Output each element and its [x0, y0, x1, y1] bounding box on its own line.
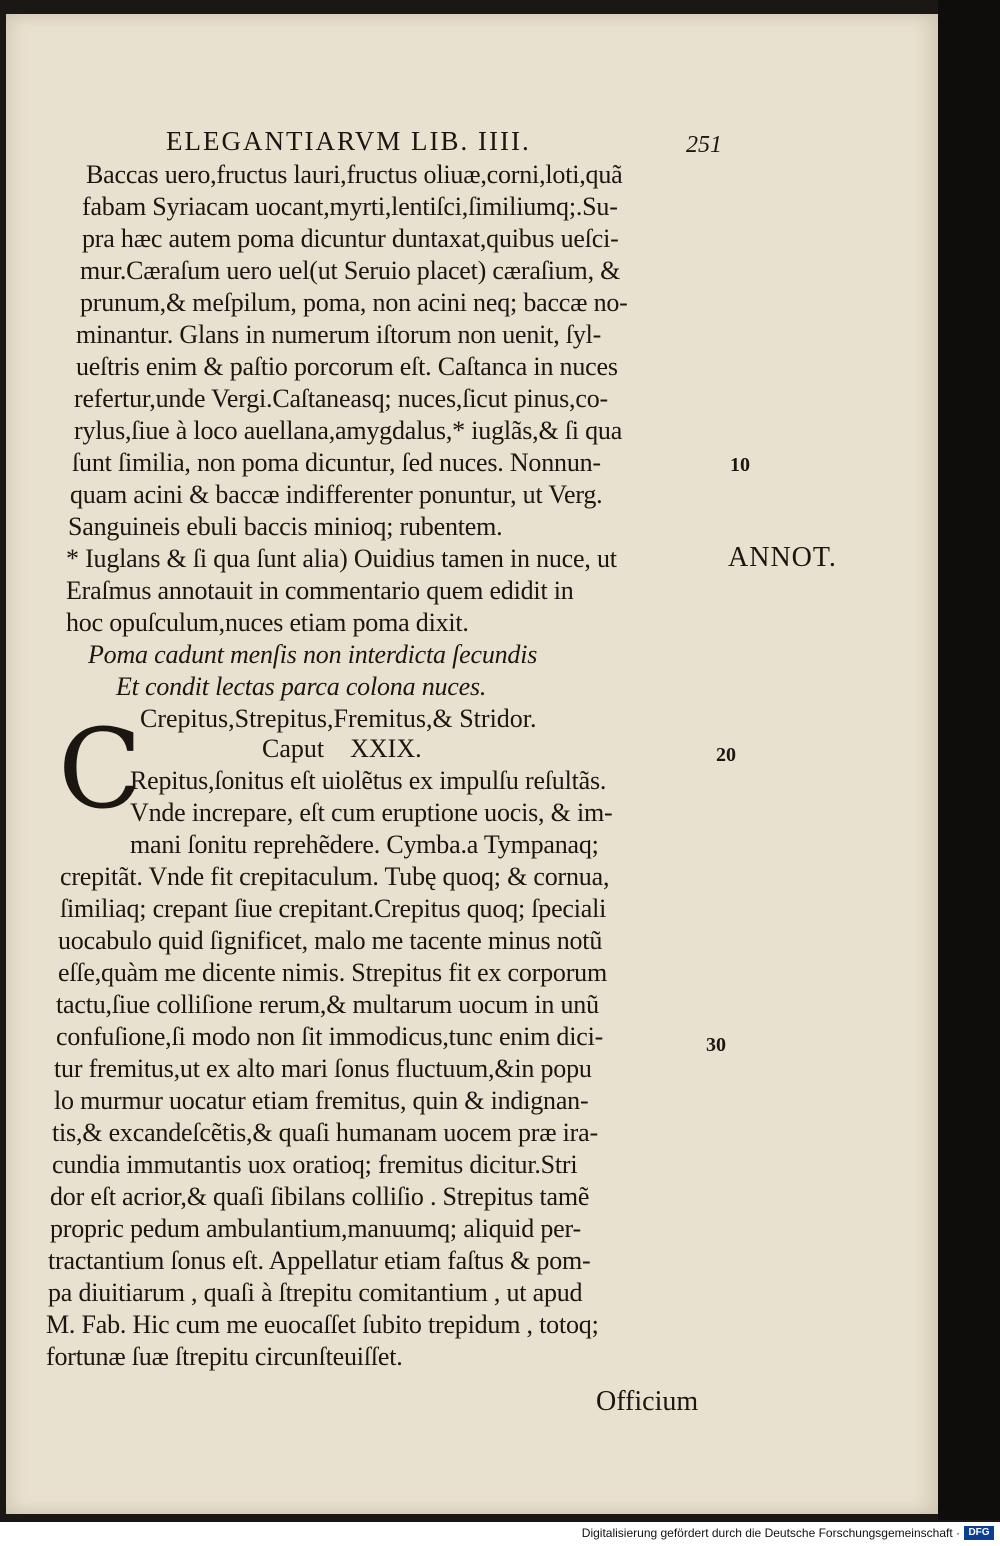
body-line: pra hæc autem poma dicuntur duntaxat,quibus ueſci- — [82, 224, 619, 253]
chapter-line: confuſione,ſi modo non ſit immodicus,tunc enim dici- — [56, 1022, 604, 1051]
chapter-line: tur fremitus,ut ex alto mari ſonus fluctuum,&in popu — [54, 1054, 592, 1083]
drop-capital: C — [58, 705, 143, 833]
margin-line-number: 30 — [706, 1034, 726, 1056]
dfg-logo: DFG — [964, 1526, 994, 1540]
chapter-line: dor eſt acrior,& quaſi ſibilans colliſio . Strepitus tamẽ — [50, 1182, 590, 1211]
annotation-line: hoc opuſculum,nuces etiam poma dixit. — [66, 608, 469, 637]
chapter-line: tactu,ſiue colliſione rerum,& multarum uocum in unũ — [56, 990, 599, 1019]
chapter-line: ſimiliaq; crepant ſiue crepitant.Crepitus quoq; ſpeciali — [60, 894, 607, 923]
chapter-line: tis,& excandeſcẽtis,& quaſi humanam uocem præ ira- — [52, 1118, 598, 1147]
page-text — [6, 14, 938, 1514]
chapter-title: Crepitus,Strepitus,Fremitus,& Stridor. — [140, 704, 537, 733]
body-line: ſunt ſimilia, non poma dicuntur, ſed nuces. Nonnun- — [72, 448, 601, 477]
body-line: ueſtris enim & paſtio porcorum eſt. Caſtanca in nuces — [76, 352, 618, 381]
scan-background-edge — [938, 0, 1000, 1520]
chapter-line: pa diuitiarum , quaſi à ſtrepitu comitantium , ut apud — [48, 1278, 583, 1307]
annotation-line: Eraſmus annotauit in commentario quem edidit in — [66, 576, 574, 605]
verse-line: Et condit lectas parca colona nuces. — [116, 672, 487, 701]
book-page — [6, 14, 938, 1514]
body-line: prunum,& meſpilum, poma, non acini neq; baccæ no- — [80, 288, 628, 317]
body-line: minantur. Glans in numerum iſtorum non uenit, ſyl- — [76, 320, 602, 349]
margin-line-number: 10 — [730, 454, 750, 476]
margin-annot: ANNOT. — [728, 542, 837, 573]
chapter-line: mani ſonitu reprehẽdere. Cymba.a Tympanaq; — [130, 830, 599, 859]
verse-line: Poma cadunt menſis non interdicta ſecundis — [88, 640, 538, 669]
chapter-line: uocabulo quid ſignificet, malo me tacente minus notũ — [58, 926, 603, 955]
chapter-line: propric pedum ambulantium,manuumq; aliquid per- — [50, 1214, 581, 1243]
margin-line-number: 20 — [716, 744, 736, 766]
chapter-line: lo murmur uocatur etiam fremitus, quin & indignan- — [54, 1086, 589, 1115]
body-line: refertur,unde Vergi.Caſtaneasq; nuces,ſicut pinus,co- — [74, 384, 608, 413]
body-line: Sanguineis ebuli baccis minioq; rubentem. — [68, 512, 503, 541]
running-title: ELEGANTIARVM LIB. IIII. — [166, 126, 531, 156]
digitization-credit: Digitalisierung gefördert durch die Deutsche Forschungsgemeinschaft · — [581, 1526, 960, 1540]
chapter-line: Vnde increpare, eſt cum eruptione uocis, & im- — [130, 798, 613, 827]
body-line: rylus,ſiue à loco auellana,amygdalus,* iuglãs,& ſi qua — [74, 416, 623, 445]
body-line: Baccas uero,fructus lauri,fructus oliuæ,corni,loti,quã — [86, 160, 623, 189]
annotation-line: * Iuglans & ſi qua ſunt alia) Ouidius tamen in nuce, ut — [66, 544, 617, 573]
body-line: quam acini & baccæ indifferenter ponuntur, ut Verg. — [70, 480, 603, 509]
chapter-line: Repitus,ſonitus eſt uiolẽtus ex impulſu reſultãs. — [130, 766, 607, 795]
chapter-line: M. Fab. Hic cum me euocaſſet ſubito trepidum , totoq; — [46, 1310, 599, 1339]
chapter-line: crepitãt. Vnde fit crepitaculum. Tubę quoq; & cornua, — [60, 862, 610, 891]
page-number: 251 — [686, 132, 722, 158]
body-line: mur.Cæraſum uero uel(ut Seruio placet) cæraſium, & — [80, 256, 621, 285]
chapter-line: fortunæ ſuæ ſtrepitu circunſteuiſſet. — [46, 1342, 403, 1371]
chapter-line: cundia immutantis uox oratioq; fremitus dicitur.Stri — [52, 1150, 578, 1179]
chapter-line: tractantium ſonus eſt. Appellatur etiam faſtus & pom- — [48, 1246, 591, 1275]
chapter-line: eſſe,quàm me dicente nimis. Strepitus fit ex corporum — [58, 958, 607, 987]
catchword: Officium — [596, 1386, 699, 1417]
chapter-number: Caput XXIX. — [262, 734, 422, 763]
body-line: fabam Syriacam uocant,myrti,lentiſci,ſimiliumq;.Su- — [82, 192, 618, 221]
